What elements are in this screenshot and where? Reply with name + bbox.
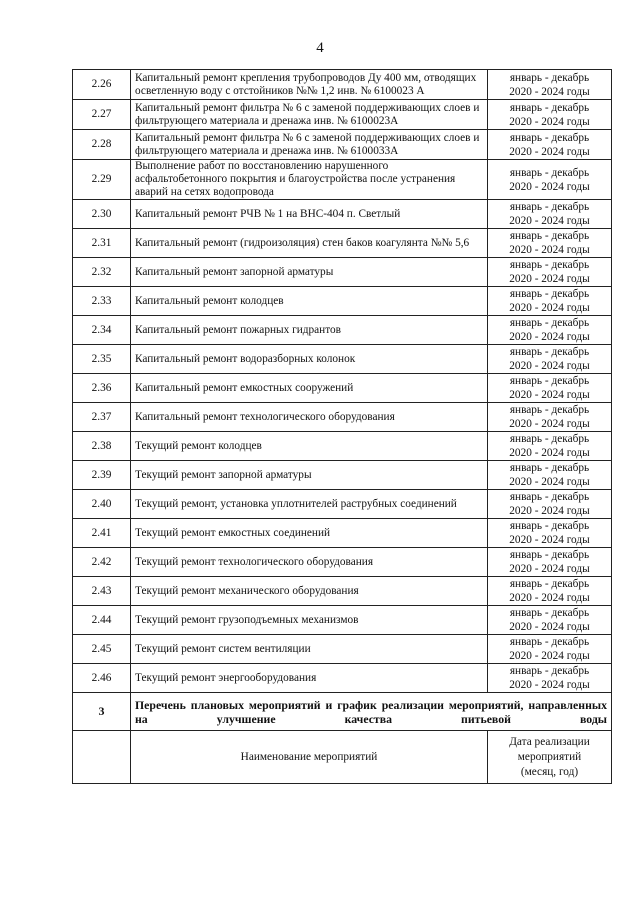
row-date-line: 2020 - 2024 годы <box>509 180 590 193</box>
row-date-line: январь - декабрь <box>509 288 590 300</box>
row-name-cell: Капитальный ремонт емкостных сооружений <box>131 374 488 403</box>
row-date-cell <box>488 461 612 490</box>
section-number: 3 <box>73 693 131 731</box>
row-name-cell: Капитальный ремонт (гидроизоляция) стен баков коагулянта №№ 5,6 <box>131 229 488 258</box>
row-date-line: январь - декабрь <box>509 578 590 590</box>
row-number-cell: 2.35 <box>73 345 131 374</box>
row-date-line: 2020 - 2024 годы <box>509 115 590 128</box>
row-date-line: январь - декабрь <box>509 607 590 619</box>
row-date-cell <box>488 635 612 664</box>
row-number-cell: 2.46 <box>73 664 131 693</box>
row-date-line: январь - декабрь <box>509 317 590 329</box>
row-number-cell: 2.28 <box>73 130 131 160</box>
row-date-line: январь - декабрь <box>509 131 590 144</box>
table-row <box>73 635 612 664</box>
row-date-cell <box>488 229 612 258</box>
row-date-line: 2020 - 2024 годы <box>509 215 590 227</box>
row-name-cell: Текущий ремонт энергооборудования <box>131 664 488 693</box>
table-row <box>73 461 612 490</box>
row-date-line: 2020 - 2024 годы <box>509 418 590 430</box>
row-name-cell: Текущий ремонт грузоподъемных механизмов <box>131 606 488 635</box>
row-date-cell <box>488 432 612 461</box>
row-name-cell: Текущий ремонт технологического оборудования <box>131 548 488 577</box>
table-row <box>73 577 612 606</box>
row-date-cell <box>488 664 612 693</box>
table-row <box>73 403 612 432</box>
row-date-line: 2020 - 2024 годы <box>509 563 590 575</box>
row-number-cell: 2.40 <box>73 490 131 519</box>
row-name-cell: Текущий ремонт механического оборудования <box>131 577 488 606</box>
row-date-line: январь - декабрь <box>509 665 590 677</box>
row-name-cell: Текущий ремонт колодцев <box>131 432 488 461</box>
plan-table-body <box>73 70 612 784</box>
row-date-line: январь - декабрь <box>509 375 590 387</box>
row-number-cell: 2.45 <box>73 635 131 664</box>
table-row <box>73 258 612 287</box>
row-number-cell: 2.44 <box>73 606 131 635</box>
row-number-cell: 2.27 <box>73 100 131 130</box>
table-row <box>73 200 612 229</box>
table-row <box>73 548 612 577</box>
row-date-cell <box>488 403 612 432</box>
table-row <box>73 374 612 403</box>
row-date-line: 2020 - 2024 годы <box>509 447 590 459</box>
row-date-line: 2020 - 2024 годы <box>509 244 590 256</box>
row-date-line: январь - декабрь <box>509 462 590 474</box>
row-number-cell: 2.36 <box>73 374 131 403</box>
row-date-line: январь - декабрь <box>509 259 590 271</box>
row-number-cell: 2.42 <box>73 548 131 577</box>
row-date-cell <box>488 316 612 345</box>
row-name-cell: Капитальный ремонт колодцев <box>131 287 488 316</box>
row-date-line: 2020 - 2024 годы <box>509 621 590 633</box>
row-number-cell: 2.41 <box>73 519 131 548</box>
row-date-cell <box>488 606 612 635</box>
row-number-cell: 2.29 <box>73 160 131 200</box>
section-row <box>73 693 612 731</box>
row-name-cell: Капитальный ремонт пожарных гидрантов <box>131 316 488 345</box>
plan-table <box>72 69 612 784</box>
header-date-line: (месяц, год) <box>520 765 579 778</box>
row-number-cell: 2.26 <box>73 70 131 100</box>
page-number: 4 <box>316 40 324 56</box>
row-date-cell <box>488 200 612 229</box>
row-date-line: 2020 - 2024 годы <box>509 476 590 488</box>
row-number-cell: 2.38 <box>73 432 131 461</box>
row-date-line: 2020 - 2024 годы <box>509 650 590 662</box>
table-row <box>73 432 612 461</box>
row-date-cell <box>488 519 612 548</box>
row-name-cell: Капитальный ремонт водоразборных колонок <box>131 345 488 374</box>
row-date-line: январь - декабрь <box>509 166 590 179</box>
row-date-line: 2020 - 2024 годы <box>509 273 590 285</box>
table-row <box>73 70 612 100</box>
row-name-cell: Капитальный ремонт фильтра № 6 с заменой поддерживающих слоев и фильтрующего материала и дренажа инв. № 6100023А <box>131 100 488 130</box>
row-date-line: январь - декабрь <box>509 404 590 416</box>
row-date-line: 2020 - 2024 годы <box>509 534 590 546</box>
row-number-cell: 2.32 <box>73 258 131 287</box>
row-date-line: 2020 - 2024 годы <box>509 145 590 158</box>
row-date-line: 2020 - 2024 годы <box>509 679 590 691</box>
row-number-cell: 2.31 <box>73 229 131 258</box>
row-date-cell <box>488 258 612 287</box>
row-number-cell: 2.37 <box>73 403 131 432</box>
row-date-cell <box>488 130 612 160</box>
table-row <box>73 490 612 519</box>
row-name-cell: Капитальный ремонт технологического оборудования <box>131 403 488 432</box>
row-date-line: 2020 - 2024 годы <box>509 85 590 98</box>
row-date-cell <box>488 160 612 200</box>
row-date-cell <box>488 374 612 403</box>
row-name-cell: Выполнение работ по восстановлению нарушенного асфальтобетонного покрытия и благоустройства после устранения аварий на сетях водопровода <box>131 160 488 200</box>
row-number-cell: 2.30 <box>73 200 131 229</box>
row-name-cell: Текущий ремонт емкостных соединений <box>131 519 488 548</box>
table-row <box>73 160 612 200</box>
row-name-cell: Капитальный ремонт РЧВ № 1 на ВНС-404 п. Светлый <box>131 200 488 229</box>
column-header-row <box>73 731 612 784</box>
row-name-cell: Капитальный ремонт фильтра № 6 с заменой поддерживающих слоев и фильтрующего материала и дренажа инв. № 6100033А <box>131 130 488 160</box>
header-date-line: Дата реализации <box>509 735 590 748</box>
header-date-cell <box>488 731 612 784</box>
row-date-cell <box>488 100 612 130</box>
row-name-cell: Текущий ремонт запорной арматуры <box>131 461 488 490</box>
table-row <box>73 345 612 374</box>
header-date-line: мероприятий <box>517 750 582 763</box>
table-row <box>73 130 612 160</box>
row-date-line: 2020 - 2024 годы <box>509 302 590 314</box>
row-date-line: январь - декабрь <box>509 101 590 114</box>
row-name-cell: Текущий ремонт, установка уплотнителей раструбных соединений <box>131 490 488 519</box>
table-row <box>73 664 612 693</box>
row-date-line: 2020 - 2024 годы <box>509 360 590 372</box>
row-date-line: 2020 - 2024 годы <box>509 331 590 343</box>
section-title: Перечень плановых мероприятий и график реализации мероприятий, направленных на улучшение качества питьевой воды <box>131 693 612 731</box>
row-date-line: 2020 - 2024 годы <box>509 505 590 517</box>
row-date-line: январь - декабрь <box>509 201 590 213</box>
table-row <box>73 606 612 635</box>
row-number-cell: 2.39 <box>73 461 131 490</box>
row-date-line: январь - декабрь <box>509 346 590 358</box>
row-date-cell <box>488 490 612 519</box>
row-date-line: 2020 - 2024 годы <box>509 592 590 604</box>
table-row <box>73 229 612 258</box>
row-number-cell: 2.43 <box>73 577 131 606</box>
table-row <box>73 519 612 548</box>
row-date-cell <box>488 345 612 374</box>
row-date-line: январь - декабрь <box>509 230 590 242</box>
row-name-cell: Капитальный ремонт крепления трубопроводов Ду 400 мм, отводящих осветленную воду с отстойников №№ 1,2 инв. № 6100023 А <box>131 70 488 100</box>
row-date-cell <box>488 577 612 606</box>
row-date-line: 2020 - 2024 годы <box>509 389 590 401</box>
row-name-cell: Текущий ремонт систем вентиляции <box>131 635 488 664</box>
row-number-cell: 2.33 <box>73 287 131 316</box>
header-number-cell <box>73 731 131 784</box>
row-date-line: январь - декабрь <box>509 491 590 503</box>
row-date-line: январь - декабрь <box>509 549 590 561</box>
table-row <box>73 287 612 316</box>
row-date-line: январь - декабрь <box>509 433 590 445</box>
header-name-cell: Наименование мероприятий <box>131 731 488 784</box>
table-row <box>73 316 612 345</box>
row-date-cell <box>488 287 612 316</box>
row-date-line: январь - декабрь <box>509 71 590 84</box>
row-date-cell <box>488 70 612 100</box>
row-date-line: январь - декабрь <box>509 636 590 648</box>
row-name-cell: Капитальный ремонт запорной арматуры <box>131 258 488 287</box>
row-number-cell: 2.34 <box>73 316 131 345</box>
table-row <box>73 100 612 130</box>
row-date-cell <box>488 548 612 577</box>
row-date-line: январь - декабрь <box>509 520 590 532</box>
